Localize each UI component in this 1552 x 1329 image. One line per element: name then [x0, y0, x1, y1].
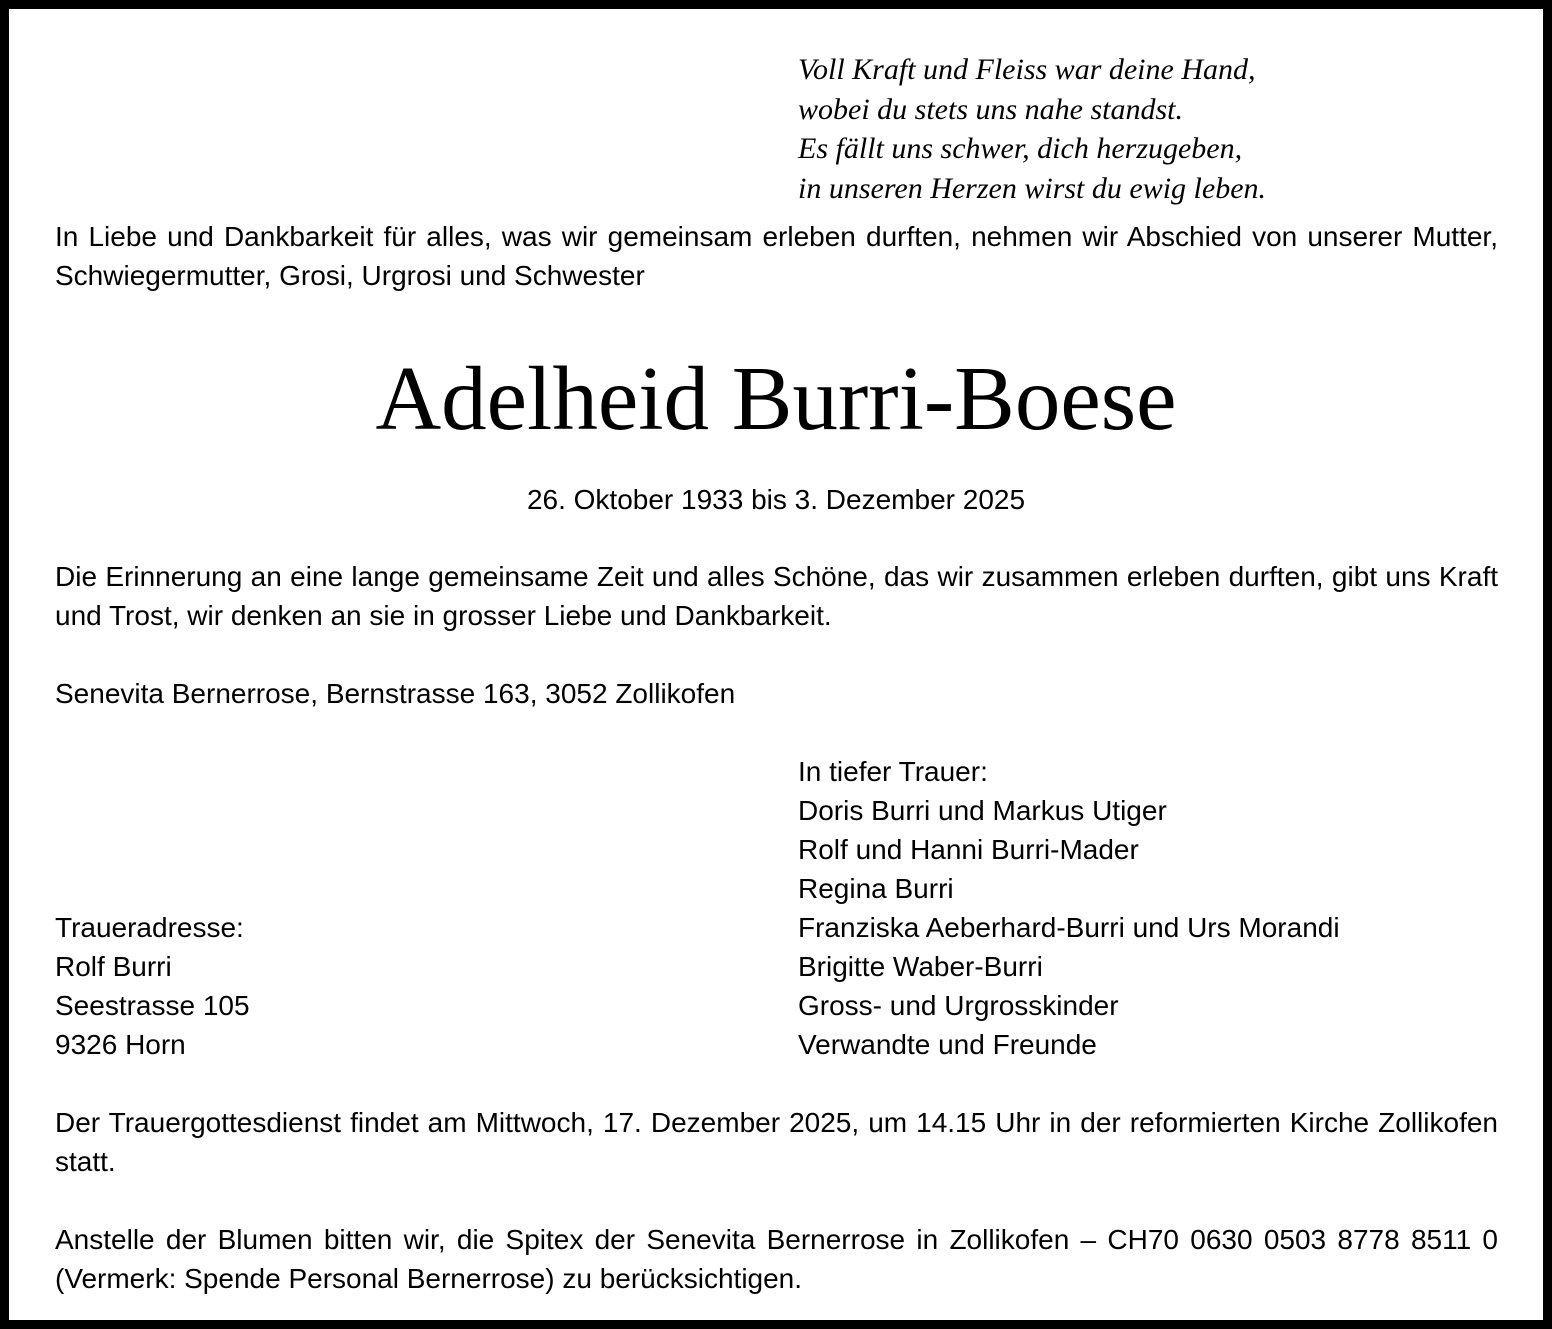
donation-text [55, 1220, 1498, 1298]
mourners-list [798, 752, 1340, 1064]
mourner-name: Verwandte und Freunde [798, 1029, 1097, 1060]
deceased-name: Adelheid Burri-Boese [375, 348, 1177, 449]
intro-text: In Liebe und Dankbarkeit für alles, was wir gemeinsam erleben durften, nehmen wir Abschied von unserer Mutter, Schwiegermutter, Grosi, Urgrosi und Schwester [55, 221, 1498, 291]
trauer-address-line: Rolf Burri [55, 951, 172, 982]
mourner-name: Gross- und Urgrosskinder [798, 990, 1119, 1021]
mourner-name: Rolf und Hanni Burri-Mader [798, 834, 1139, 865]
service-text: Der Trauergottesdienst findet am Mittwoch, 17. Dezember 2025, um 14.15 Uhr in der reformierten Kirche Zollikofen statt. [55, 1107, 1498, 1177]
trauer-address-heading: Traueradresse: [55, 912, 244, 943]
mourner-name: Regina Burri [798, 873, 954, 904]
verse [798, 50, 1266, 208]
life-dates: 26. Oktober 1933 bis 3. Dezember 2025 [526, 484, 1026, 515]
donation-line: (Vermerk: Spende Personal Bernerrose) zu berücksichtigen. [55, 1263, 803, 1294]
verse-line: wobei du stets uns nahe standst. [798, 92, 1184, 126]
verse-line: in unseren Herzen wirst du ewig leben. [798, 171, 1267, 205]
verse-line: Es fällt uns schwer, dich herzugeben, [798, 132, 1243, 165]
donation-line: Anstelle der Blumen bitten wir, die Spitex der Senevita Bernerrose in Zollikofen – CH70 0630 0503 8778 8511 0 [55, 1224, 1498, 1255]
mourners-heading: In tiefer Trauer: [798, 756, 988, 787]
mourner-name: Brigitte Waber-Burri [798, 951, 1043, 982]
trauer-address-line: 9326 Horn [55, 1029, 186, 1060]
mourner-name: Doris Burri und Markus Utiger [798, 795, 1167, 826]
trauer-address-line: Seestrasse 105 [55, 990, 250, 1021]
memory-text: Die Erinnerung an eine lange gemeinsame Zeit und alles Schöne, das wir zusammen erleben durften, gibt uns Kraft und Trost, wir denken an sie in grosser Liebe und Dankbarkeit. [55, 561, 1498, 631]
residence-address: Senevita Bernerrose, Bernstrasse 163, 3052 Zollikofen [55, 678, 736, 709]
mourner-name: Franziska Aeberhard-Burri und Urs Morandi [798, 912, 1340, 943]
verse-line: Voll Kraft und Fleiss war deine Hand, [798, 53, 1256, 86]
trauer-address [55, 908, 250, 1064]
